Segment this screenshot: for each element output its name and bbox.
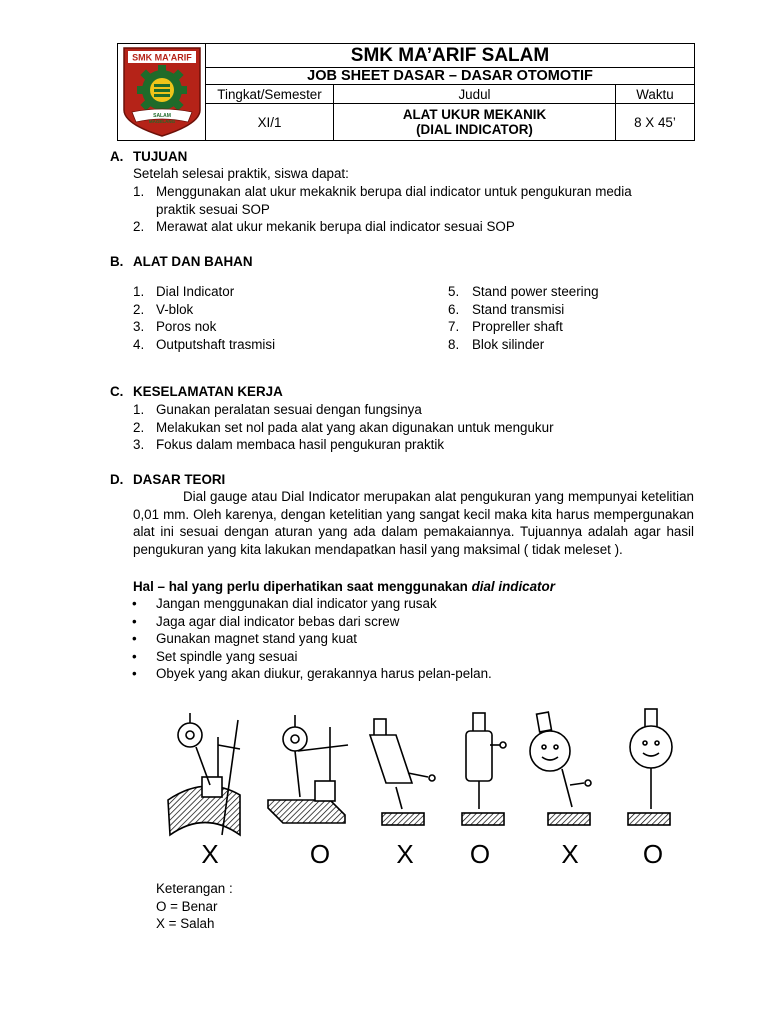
- list-item: Outputshaft trasmisi: [156, 337, 276, 352]
- value-judul-line2: (DIAL INDICATOR): [416, 122, 533, 137]
- bullet-icon: •: [132, 649, 137, 664]
- header-values-row: [206, 104, 694, 140]
- value-waktu: 8 X 45’: [634, 114, 676, 130]
- logo-top-text: SMK MA'ARIF: [132, 52, 192, 63]
- figure-2-correct-setup: [268, 715, 348, 823]
- section-a-heading: A. TUJUAN: [110, 149, 188, 164]
- figure-6-correct-contact: [628, 709, 672, 825]
- list-item: Gunakan peralatan sesuai dengan fungsinya: [156, 402, 422, 417]
- list-item: Stand power steering: [472, 284, 599, 299]
- figure-3-wrong-angle: [370, 719, 435, 825]
- list-item: Propreller shaft: [472, 319, 563, 334]
- dial-indicator-illustration: [160, 705, 680, 870]
- mark-correct: O: [309, 839, 331, 869]
- bullet-icon: •: [132, 666, 137, 681]
- list-number: 1.: [133, 184, 145, 199]
- list-item: Stand transmisi: [472, 302, 565, 317]
- bullet-icon: •: [132, 631, 137, 646]
- list-number: 4.: [133, 337, 145, 352]
- list-number: 3.: [133, 319, 145, 334]
- mark-wrong: X: [561, 839, 579, 869]
- list-number: 1.: [133, 284, 145, 299]
- bullet-icon: •: [132, 614, 137, 629]
- figure-1-wrong-setup: [168, 713, 240, 835]
- bullet-item: Gunakan magnet stand yang kuat: [156, 631, 357, 646]
- section-c-heading: C. KESELAMATAN KERJA: [110, 384, 283, 399]
- legend-title: Keterangan :: [156, 881, 233, 896]
- list-item: Merawat alat ukur mekanik berupa dial indicator sesuai SOP: [156, 219, 515, 234]
- subheading: Hal – hal yang perlu diperhatikan saat menggunakan dial indicator: [133, 579, 555, 594]
- figure-5-wrong-contact: [530, 712, 591, 825]
- logo-bottom-text: MAGELANG: [148, 119, 176, 124]
- mark-wrong: X: [201, 839, 219, 869]
- header-labels-row: [206, 85, 694, 104]
- mark-correct: O: [642, 839, 664, 869]
- section-b-heading: B. ALAT DAN BAHAN: [110, 254, 253, 269]
- section-d-heading: D. DASAR TEORI: [110, 472, 226, 487]
- list-number: 6.: [448, 302, 460, 317]
- list-number: 3.: [133, 437, 145, 452]
- header-table: [117, 43, 695, 141]
- list-number: 2.: [133, 420, 145, 435]
- list-item: V-blok: [156, 302, 194, 317]
- school-logo-cell: [118, 44, 206, 140]
- value-tingkat: XI/1: [206, 104, 334, 140]
- list-number: 2.: [133, 302, 145, 317]
- list-item: Poros nok: [156, 319, 217, 334]
- mark-wrong: X: [396, 839, 414, 869]
- legend-correct: O = Benar: [156, 899, 218, 914]
- bullet-item: Obyek yang akan diukur, gerakannya harus pelan-pelan.: [156, 666, 492, 681]
- value-judul-line1: ALAT UKUR MEKANIK: [402, 107, 547, 122]
- list-item-continued: praktik sesuai SOP: [156, 202, 270, 217]
- school-name: SMK MA’ARIF SALAM: [206, 44, 694, 68]
- list-item: Blok silinder: [472, 337, 545, 352]
- list-item: Dial Indicator: [156, 284, 235, 299]
- list-number: 2.: [133, 219, 145, 234]
- theory-paragraph: Dial gauge atau Dial Indicator merupakan alat pengukuran yang mempunyai ketelitian 0,01 mm. Oleh karenya, dengan ketelitian yang sangat kecil maka kita harus mempergunakan alat ini sesuai dengan aturan yang ada dalam pemakaiannya. Tujuannya adalah agar hasil pengukuran yang kita lakukan mendapatkan hasil yang maksimal ( tidak meleset ).: [133, 489, 694, 558]
- bullet-item: Jangan menggunakan dial indicator yang rusak: [156, 596, 437, 611]
- list-number: 7.: [448, 319, 460, 334]
- school-logo: [118, 44, 206, 140]
- list-number: 8.: [448, 337, 460, 352]
- list-number: 1.: [133, 402, 145, 417]
- label-judul: Judul: [334, 85, 616, 103]
- bullet-item: Set spindle yang sesuai: [156, 649, 298, 664]
- bullet-icon: •: [132, 596, 137, 611]
- figure-4-correct-angle: [462, 713, 506, 825]
- sheet-title: JOB SHEET DASAR – DASAR OTOMOTIF: [206, 68, 694, 85]
- label-tingkat: Tingkat/Semester: [206, 85, 334, 103]
- logo-ribbon-text: SALAM: [153, 113, 171, 119]
- bullet-item: Jaga agar dial indicator bebas dari screw: [156, 614, 400, 629]
- subheading-italic: dial indicator: [471, 579, 555, 594]
- value-judul: [334, 104, 616, 140]
- legend-wrong: X = Salah: [156, 916, 215, 931]
- list-item: Menggunakan alat ukur mekaknik berupa dial indicator untuk pengukuran media: [156, 184, 632, 199]
- list-number: 5.: [448, 284, 460, 299]
- section-a-intro: Setelah selesai praktik, siswa dapat:: [133, 166, 349, 181]
- mark-correct: O: [469, 839, 491, 869]
- list-item: Fokus dalam membaca hasil pengukuran praktik: [156, 437, 445, 452]
- list-item: Melakukan set nol pada alat yang akan digunakan untuk mengukur: [156, 420, 554, 435]
- label-waktu: Waktu: [636, 86, 674, 102]
